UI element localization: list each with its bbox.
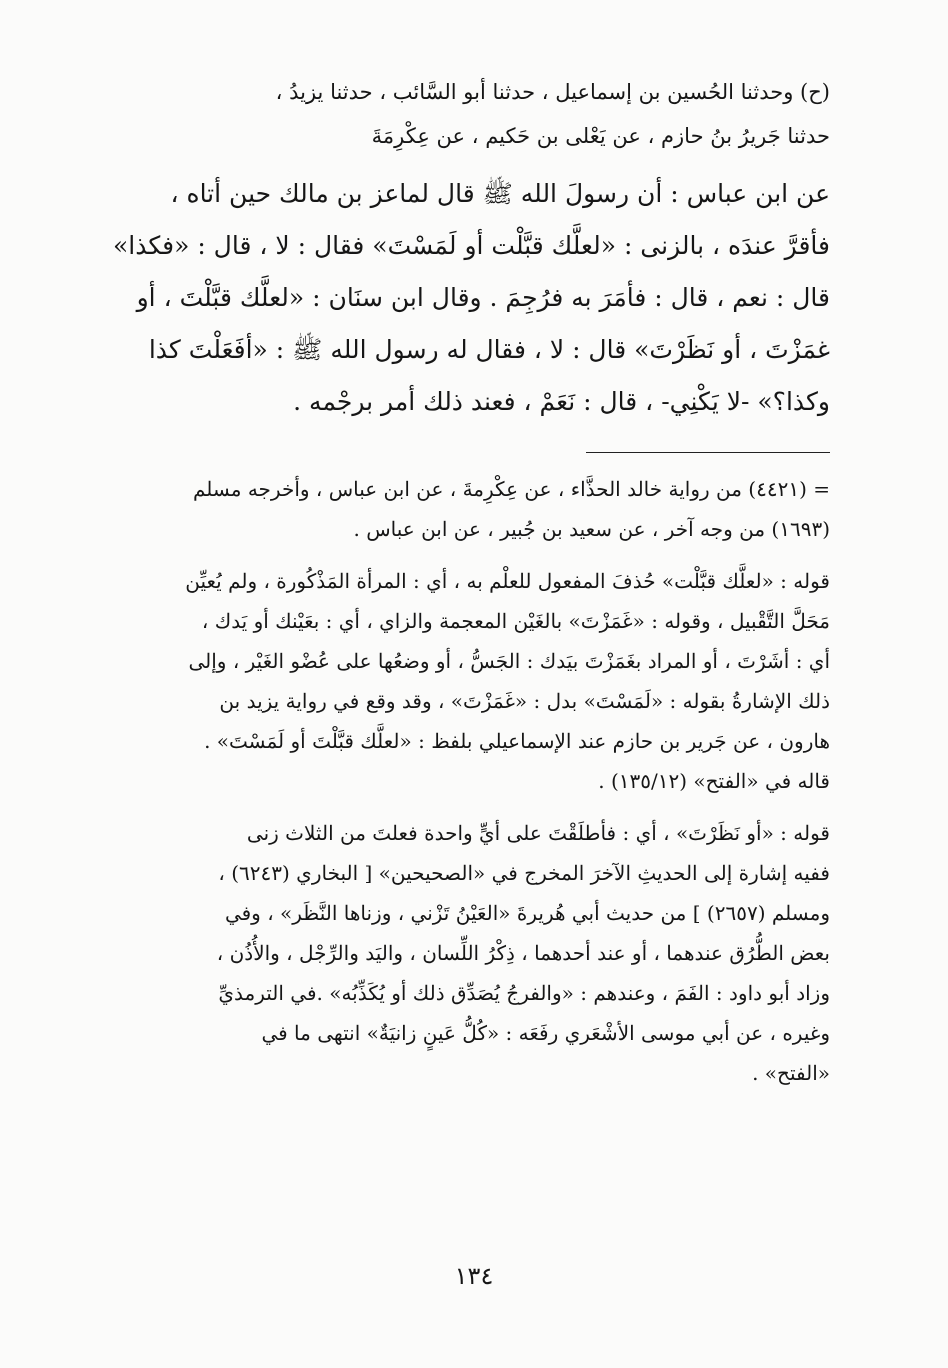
- isnad-line: حدثنا جَريرُ بنُ حازم ، عن يَعْلى بن حَكيم ، عن عِكْرِمَةَ: [371, 124, 830, 148]
- footnote-line: هارون ، عن جَرير بن حازم عند الإسماعيلي بلفظ : «لعلَّك قبَّلْتَ أو لَمَسْتَ» .: [204, 729, 830, 753]
- footnote-line: = (٤٤٢١) من رواية خالد الحذَّاء ، عن عِكْرِمةَ ، عن ابن عباس ، وأخرجه مسلم: [192, 477, 830, 501]
- footnote-line: قاله في «الفتح» (١٣٥/١٢) .: [598, 769, 830, 793]
- hadith-line: غمَزْتَ ، أو نَظَرْتَ» قال : لا ، فقال له رسول الله ﷺ : «أفَعَلْتَ كذا: [148, 335, 830, 364]
- footnote-line: قوله : «أو نَظَرْتَ» ، أي : فأطلَقْتَ على أيٍّ واحدة فعلتَ من الثلاث زنى: [246, 821, 830, 845]
- page-body: [70, 70, 830, 1105]
- footnote-line: ومسلم (٢٦٥٧) ] من حديث أبي هُريرةَ «العَيْنُ تَزْني ، وزناها النَّظَر» ، وفي: [224, 901, 830, 925]
- footnote-line: بعض الطُّرُق عندهما ، أو عند أحدهما ، ذِكْرُ اللِّسان ، واليَد والرِّجْل ، والأُذُن ،: [216, 941, 830, 965]
- hadith-line: وكذا؟» -لا يَكْنِي- ، قال : نَعَمْ ، فعند ذلك أمر برجْمه .: [293, 387, 830, 416]
- hadith-line: عن ابن عباس : أن رسولَ الله ﷺ قال لماعز بن مالك حين أتاه ،: [170, 179, 830, 208]
- footnote-commentary-2: [70, 813, 830, 1093]
- footnote-line: مَحَلَّ التَّقْبيل ، وقوله : «غَمَزْتَ» بالغَيْن المعجمة والزاي ، أي : بعَيْنك أو يَدك ،: [201, 609, 830, 633]
- footnote-continuation: [70, 469, 830, 549]
- footnote-line: ففيه إشارة إلى الحديثِ الآخرَ المخرج في «الصحيحين» [ البخاري (٦٢٤٣) ،: [218, 861, 830, 885]
- footnote-divider: [586, 452, 830, 453]
- footnote-line: «الفتح» .: [752, 1061, 830, 1085]
- isnad-line: (ح) وحدثنا الحُسين بن إسماعيل ، حدثنا أبو السَّائب ، حدثنا يزيدُ ،: [275, 80, 830, 104]
- isnad-block: [70, 70, 830, 158]
- footnote-line: وغيره ، عن أبي موسى الأشْعَري رفَعَه : «كُلُّ عَينٍ زانيَةٌ» انتهى ما في: [261, 1021, 830, 1045]
- hadith-text: [70, 168, 830, 428]
- footnote-line: أي : أشَرْتَ ، أو المراد بغَمَزْتَ بيَدك : الجَسُّ ، أو وضعُها على عُضْو الغَيْر ، وإلى: [188, 649, 830, 673]
- footnote-line: ذلك الإشارةُ بقوله : «لَمَسْتَ» بدل : «غَمَزْتَ» ، وقد وقع في رواية يزيد بن: [219, 689, 830, 713]
- footnote-line: وزاد أبو داود : الفَمَ ، وعندهم : «والفرجُ يُصَدِّق ذلك أو يُكَذِّبُه» .في الترمذيِّ: [218, 981, 830, 1005]
- page-number: ١٣٤: [454, 1262, 494, 1290]
- hadith-line: قال : نعم ، قال : فأمَرَ به فرُجِمَ . وقال ابن سنَان : «لعلَّك قبَّلْتَ ، أو: [136, 283, 830, 312]
- footnote-line: قوله : «لعلَّك قبَّلْت» حُذفَ المفعول للعلْم به ، أي : المرأة المَذْكُورة ، ولم يُعيِّن: [185, 569, 830, 593]
- footnote-commentary-1: [70, 561, 830, 801]
- footnote-line: (١٦٩٣) من وجه آخر ، عن سعيد بن جُبير ، عن ابن عباس .: [353, 517, 830, 541]
- hadith-line: فأقرَّ عندَه ، بالزنى : «لعلَّك قبَّلْت أو لَمَسْتَ» فقال : لا ، قال : «فكذا»: [112, 231, 830, 260]
